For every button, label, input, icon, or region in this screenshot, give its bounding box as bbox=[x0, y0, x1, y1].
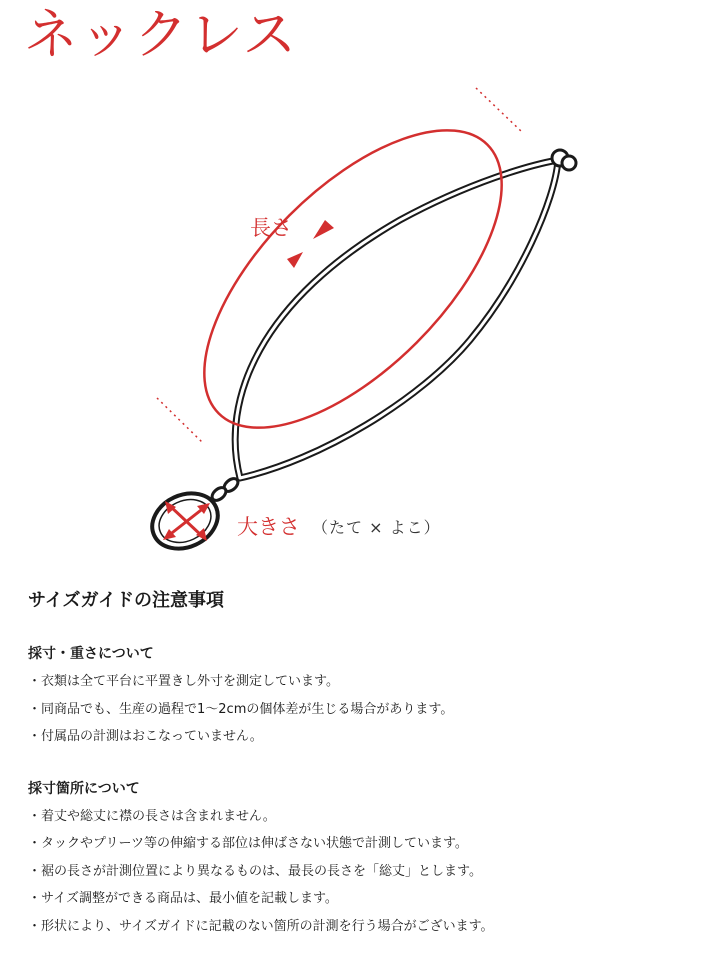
note-list bbox=[28, 668, 698, 751]
note-list bbox=[28, 803, 698, 941]
list-item: ・ 付属品の計測はおこなっていません。 bbox=[28, 723, 698, 751]
length-measure-icon bbox=[155, 81, 551, 477]
length-label: 長さ bbox=[250, 216, 292, 240]
list-item: ・ 裾の長さが計測位置により異なるものは、最長の長さを「総丈」とします。 bbox=[28, 858, 698, 886]
size-guide bbox=[28, 588, 698, 968]
section-measurement-points bbox=[28, 779, 698, 941]
list-item: ・ サイズ調整ができる商品は、最小値を記載します。 bbox=[28, 885, 698, 913]
list-item: ・ 着丈や総丈に襟の長さは含まれません。 bbox=[28, 803, 698, 831]
section-measurement-weight bbox=[28, 644, 698, 751]
list-item: ・ 衣類は全て平台に平置きし外寸を測定しています。 bbox=[28, 668, 698, 696]
list-item: ・ 同商品でも、生産の過程で1〜2cmの個体差が生じる場合があります。 bbox=[28, 696, 698, 724]
size-note: （たて × よこ） bbox=[312, 518, 441, 537]
guide-title: サイズガイドの注意事項 bbox=[28, 590, 225, 611]
necklace-chain bbox=[235, 160, 558, 478]
pendant-link-icon bbox=[210, 476, 241, 503]
section-heading: 採寸箇所について bbox=[28, 780, 140, 797]
list-item: ・ タックやプリーツ等の伸縮する部位は伸ばさない状態で計測しています。 bbox=[28, 830, 698, 858]
page-title: ネックレス bbox=[24, 3, 298, 66]
section-heading: 採寸・重さについて bbox=[28, 646, 154, 662]
list-item: ・ 形状により、サイズガイドに記載のない箇所の計測を行う場合がございます。 bbox=[28, 913, 698, 941]
size-label: 大きさ bbox=[237, 515, 300, 539]
